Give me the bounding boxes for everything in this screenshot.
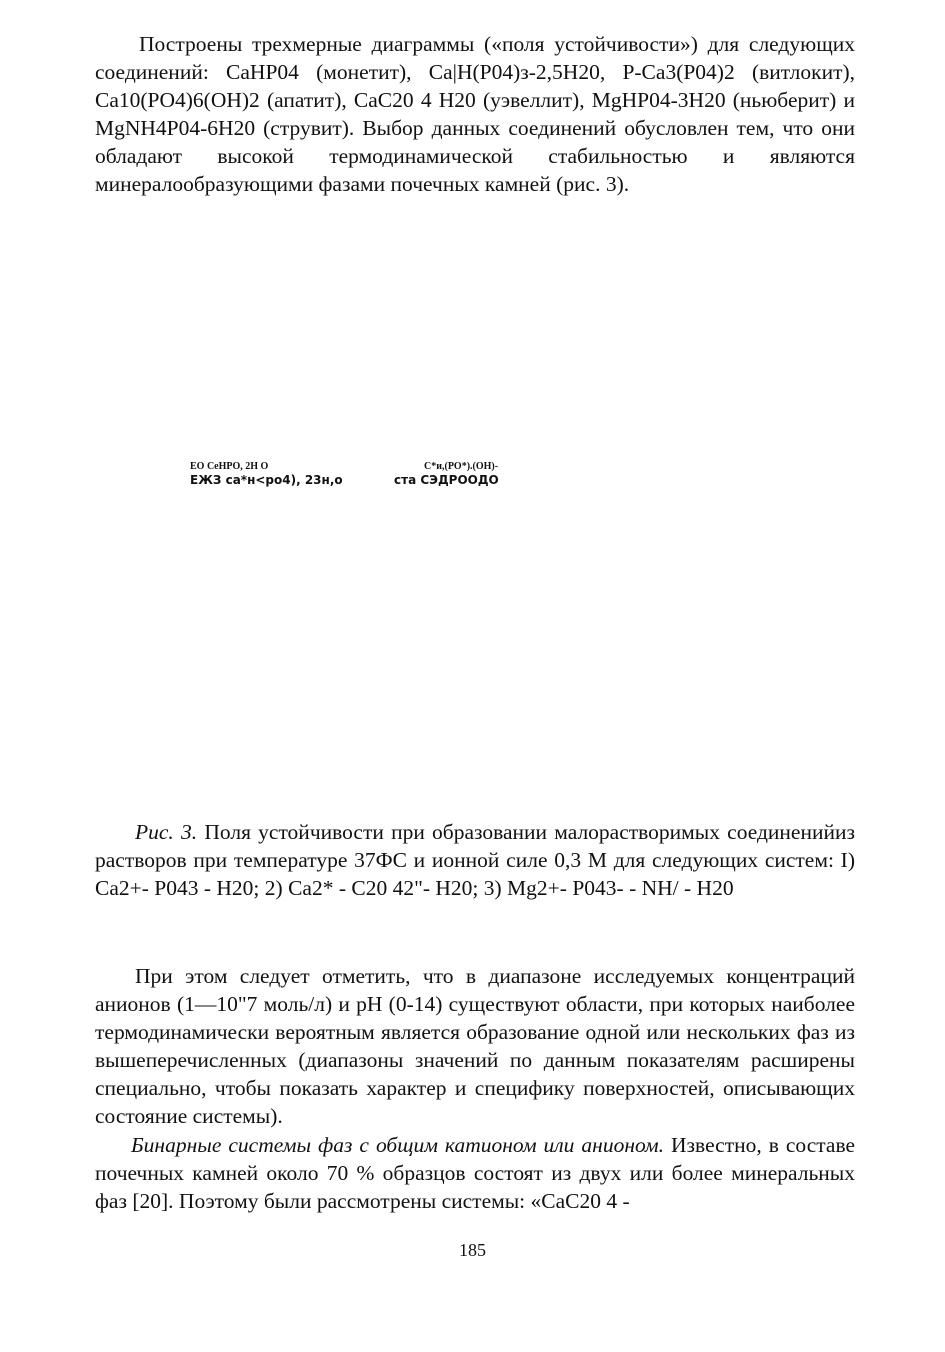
figure-caption-text: Поля устойчивости при образовании малорастворимых соединенийиз растворов при температуре 37ФС и ионной силе 0,3 М для следующих систем: I) Ca2+- P043 - H20; 2) Ca2* - C20 42"- H20; 3) Mg2+- P043- - NH/ - H20 [95,820,855,900]
intro-paragraph: Построены трехмерные диаграммы («поля устойчивости») для следующих соединений: CaHP04 (монетит), Ca|H(P04)з-2,5H20, P-Ca3(P04)2 (витлокит), Ca10(PO4)6(OH)2 (апатит), CaC20 4 H20 (уэвеллит), MgHP04-3H20 (ньюберит) и MgNH4P04-6H20 (струвит). Выбор данных соединений обусловлен тем, что они обладают высокой термодинамической стабильностью и являются минералообразующими фазами почечных камней (рис. 3). [95,32,855,196]
figure-caption [95,818,855,902]
figure-legend-item: ЕЖЗ ca*н<po4), 23н,о [190,473,343,487]
paragraph-text: Известно, в составе почечных камней около 70 % образцов состоят из двух или более минеральных фаз [20]. Поэтому были рассмотрены системы: «CaC20 4 - [95,1133,856,1213]
section-heading: Бинарные системы фаз с общим катионом или анионом. [131,1133,665,1157]
figure-caption-label: Рис. 3. [135,820,198,844]
figure-legend-item: cта CЭДPOOДO [394,473,499,487]
page-number: 185 [459,1240,486,1260]
figure-legend-item: C*и,(PO*).(OH)- [424,461,499,472]
body-paragraph: При этом следует отметить, что в диапазоне исследуемых концентраций анионов (1—10"7 моль/л) и pH (0-14) существуют области, при которых наиболее термодинамически вероятным является образование одной или нескольких фаз из вышеперечисленных (диапазоны значений по данным показателям расширены специально, чтобы показать характер и специфику поверхностей, описывающих состояние системы). [95,964,855,1128]
figure-legend-item: ЕО CeHPO, 2H O [190,461,269,472]
binary-systems-paragraph [95,1131,855,1215]
